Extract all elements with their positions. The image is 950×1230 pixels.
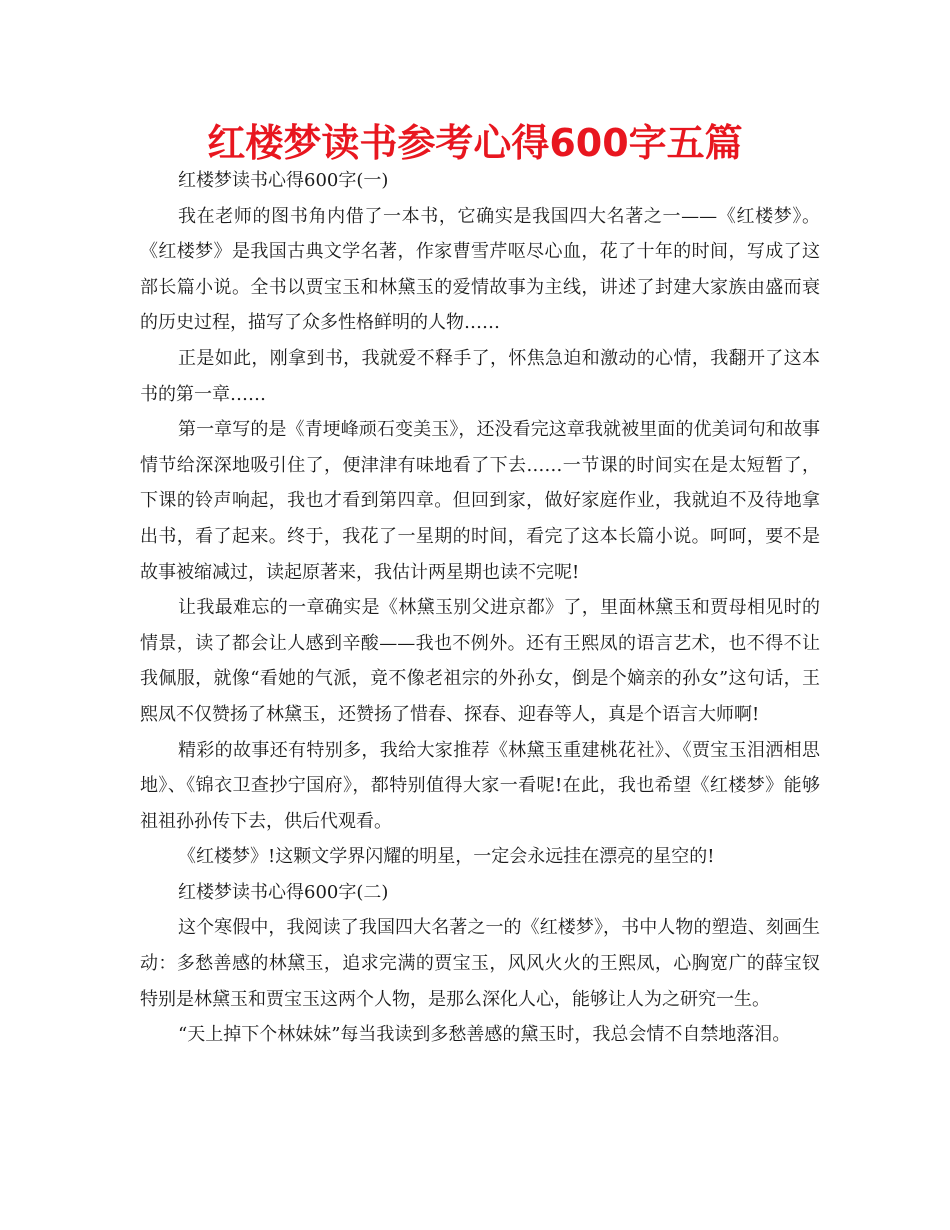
paragraph: 《红楼梦》!这颗文学界闪耀的明星，一定会永远挂在漂亮的星空的! xyxy=(178,846,715,868)
paragraph: 精彩的故事还有特别多，我给大家推荐《林黛玉重建桃花社》、《贾宝玉泪洒相思地》、《锦衣卫查抄宁国府》，都特别值得大家一看呢!在此，我也希望《红楼梦》能够祖祖孙孙传下去，供后代观看。 xyxy=(140,739,820,832)
paragraph: 我在老师的图书角内借了一本书，它确实是我国四大名著之一——《红楼梦》。《红楼梦》是我国古典文学名著，作家曹雪芹呕尽心血，花了十年的时间，写成了这部长篇小说。全书以贾宝玉和林黛玉的爱情故事为主线，讲述了封建大家族由盛而衰的历史过程，描写了众多性格鲜明的人物…… xyxy=(140,205,820,334)
document-body xyxy=(140,163,820,1053)
document-title: 红楼梦读书参考心得600字五篇 xyxy=(207,121,743,165)
section-heading-2: 红楼梦读书心得600字(二) xyxy=(178,881,389,903)
paragraph: 第一章写的是《青埂峰顽石变美玉》，还没看完这章我就被里面的优美词句和故事情节给深深地吸引住了，便津津有味地看了下去……一节课的时间实在是太短暂了，下课的铃声响起，我也才看到第四章。但回到家，做好家庭作业，我就迫不及待地拿出书，看了起来。终于，我花了一星期的时间，看完了这本长篇小说。呵呵，要不是故事被缩减过，读起原著来，我估计两星期也读不完呢! xyxy=(140,419,820,583)
paragraph: “天上掉下个林妹妹”每当我读到多愁善感的黛玉时，我总会情不自禁地落泪。 xyxy=(178,1024,791,1046)
section-heading-1: 红楼梦读书心得600字(一) xyxy=(178,170,389,191)
paragraph: 正是如此，刚拿到书，我就爱不释手了，怀焦急迫和激动的心情，我翻开了这本书的第一章…… xyxy=(140,347,820,405)
paragraph: 让我最难忘的一章确实是《林黛玉别父进京都》了，里面林黛玉和贾母相见时的情景，读了都会让人感到辛酸——我也不例外。还有王熙凤的语言艺术，也不得不让我佩服，就像“看她的气派，竟不像老祖宗的外孙女，倒是个嫡亲的孙女”这句话，王熙凤不仅赞扬了林黛玉，还赞扬了惜春、探春、迎春等人，真是个语言大师啊! xyxy=(140,597,820,725)
paragraph: 这个寒假中，我阅读了我国四大名著之一的《红楼梦》，书中人物的塑造、刻画生动：多愁善感的林黛玉，追求完满的贾宝玉，风风火火的王熙凤，心胸宽广的薛宝钗特别是林黛玉和贾宝玉这两个人物，是那么深化人心，能够让人为之研究一生。 xyxy=(140,917,820,1010)
